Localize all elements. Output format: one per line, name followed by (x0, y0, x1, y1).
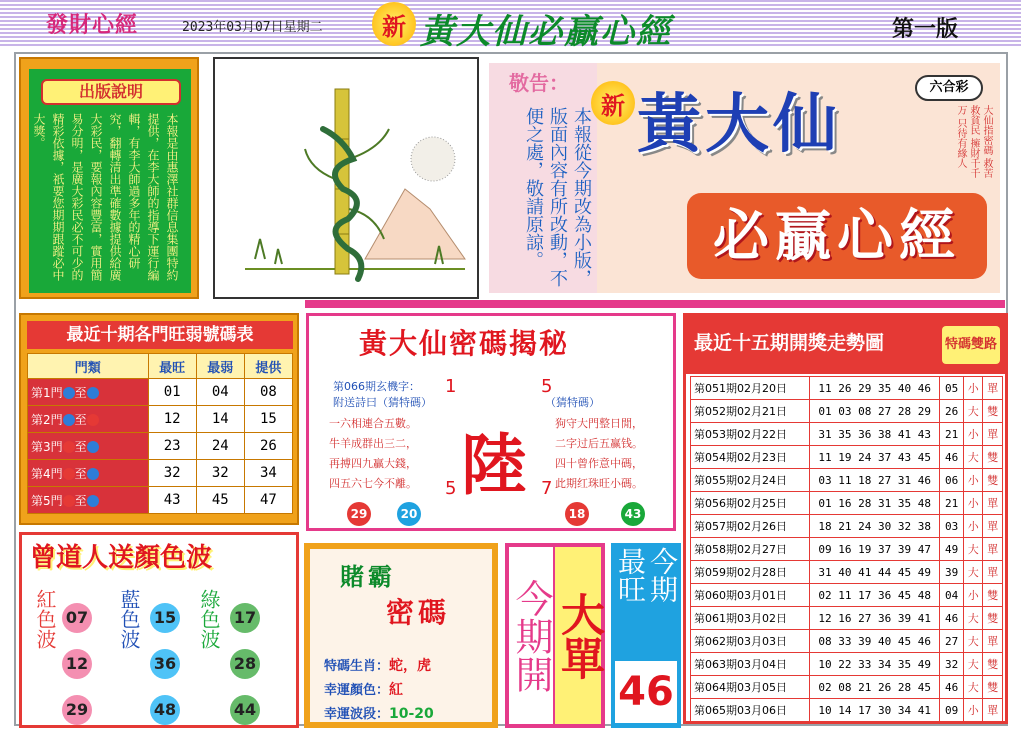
trend-row (691, 699, 1003, 722)
color-ball-icon (63, 414, 75, 426)
trend-cell-tm: 27 (940, 630, 964, 653)
best-label-a: 最旺 (614, 547, 647, 603)
trend-cell-label: 第052期02月21日 (691, 400, 810, 423)
table-header-row (28, 354, 293, 379)
trend-cell-tm: 21 (940, 492, 964, 515)
today-open-value: 大單 (555, 547, 601, 724)
best-cell: 23 (148, 433, 196, 460)
number-ball: 28 (230, 649, 260, 679)
trend-cell-oe: 雙 (983, 446, 1003, 469)
trend-cell-bs: 大 (963, 630, 983, 653)
best-cell: 43 (148, 487, 196, 514)
right-heading: （猜特碼） (545, 396, 600, 409)
bet-title-2: 密碼 (386, 596, 451, 629)
trend-cell-label: 第063期03月04日 (691, 653, 810, 676)
trend-cell-bs: 小 (963, 515, 983, 538)
banner-title-line2-box (687, 193, 987, 279)
bet-title-1: 賭霸 (340, 562, 396, 591)
edition-label: 第一版 (892, 16, 959, 42)
number-ball: 07 (62, 603, 92, 633)
trend-cell-oe: 單 (983, 561, 1003, 584)
top10-table (27, 353, 293, 514)
new-badge: 新 (372, 2, 416, 46)
trend-row (691, 538, 1003, 561)
trend-cell-nums: 02 08 21 26 28 45 (810, 676, 940, 699)
best-label-b: 今期 (646, 547, 679, 603)
trend-cell-tm: 46 (940, 676, 964, 699)
col-header: 提供 (244, 354, 292, 379)
trend-table (690, 376, 1003, 722)
best-number-panel (611, 543, 681, 728)
hint-digit: 5 (445, 478, 457, 499)
trend-cell-nums: 01 16 28 31 35 48 (810, 492, 940, 515)
banner-panel (485, 57, 1004, 297)
trend-row (691, 446, 1003, 469)
color-ball-icon (87, 414, 99, 426)
top10-panel (19, 313, 299, 525)
provide-cell: 34 (244, 460, 292, 487)
intro-inner (29, 69, 191, 293)
trend-cell-tm: 46 (940, 446, 964, 469)
trend-cell-label: 第060期03月01日 (691, 584, 810, 607)
col-header: 門類 (28, 354, 149, 379)
color-wave-panel (19, 532, 299, 728)
table-row (28, 460, 293, 487)
worst-cell: 32 (196, 460, 244, 487)
best-cell: 01 (148, 379, 196, 406)
trend-row (691, 607, 1003, 630)
trend-cell-nums: 02 11 17 36 45 48 (810, 584, 940, 607)
trend-cell-nums: 08 33 39 40 45 46 (810, 630, 940, 653)
trend-cell-nums: 03 11 18 27 31 46 (810, 469, 940, 492)
trend-cell-bs: 小 (963, 492, 983, 515)
banner-side-text: 大仙指密碼 救苦救貧民 擁財千千万 只待有緣人 (955, 105, 992, 179)
worst-cell: 14 (196, 406, 244, 433)
trend-cell-oe: 雙 (983, 653, 1003, 676)
trend-cell-tm: 09 (940, 699, 964, 722)
banner-title-line1: 黃大仙 (637, 87, 841, 162)
trend-cell-nums: 10 22 33 34 35 49 (810, 653, 940, 676)
trend-cell-bs: 大 (963, 653, 983, 676)
trend-row (691, 492, 1003, 515)
trend-cell-oe: 單 (983, 515, 1003, 538)
trend-cell-label: 第054期02月23日 (691, 446, 810, 469)
trend-cell-tm: 03 (940, 515, 964, 538)
trend-tag: 特碼雙路 (942, 326, 1000, 364)
trend-cell-bs: 小 (963, 469, 983, 492)
trend-cell-nums: 11 19 24 37 43 45 (810, 446, 940, 469)
trend-cell-nums: 09 16 19 37 39 47 (810, 538, 940, 561)
provide-cell: 26 (244, 433, 292, 460)
trend-cell-tm: 39 (940, 561, 964, 584)
table-row (28, 487, 293, 514)
number-ball: 29 (347, 502, 371, 526)
banner-main (597, 63, 1000, 293)
color-ball-icon (87, 441, 99, 453)
bet-row: 幸運顏色：紅 (324, 682, 404, 698)
number-ball: 18 (565, 502, 589, 526)
door-cell: 第2門 至 (28, 406, 149, 433)
color-ball-icon (87, 468, 99, 480)
today-open-label: 今期開 (509, 547, 553, 724)
intro-title: 出版說明 (41, 79, 181, 105)
trend-cell-tm: 49 (940, 538, 964, 561)
banner-title-line2: 必贏心經 (713, 203, 961, 269)
trend-cell-label: 第062期03月03日 (691, 630, 810, 653)
number-ball: 12 (62, 649, 92, 679)
trend-cell-label: 第064期03月05日 (691, 676, 810, 699)
worst-cell: 04 (196, 379, 244, 406)
trend-cell-oe: 雙 (983, 469, 1003, 492)
trend-cell-bs: 大 (963, 538, 983, 561)
trend-cell-bs: 大 (963, 561, 983, 584)
trend-cell-label: 第056期02月25日 (691, 492, 810, 515)
color-ball-icon (63, 468, 75, 480)
code-panel (306, 313, 676, 531)
bet-code-panel (304, 543, 498, 728)
intro-panel (19, 57, 199, 299)
trend-cell-tm: 04 (940, 584, 964, 607)
banner-new-badge: 新 (591, 81, 635, 125)
bet-code-inner (310, 549, 492, 722)
worst-cell: 45 (196, 487, 244, 514)
hint-digit: 1 (445, 376, 457, 397)
trend-row (691, 377, 1003, 400)
trend-row (691, 423, 1003, 446)
divider-bar (305, 300, 1005, 308)
trend-row (691, 676, 1003, 699)
hint-digit: 7 (541, 478, 553, 499)
trend-header (686, 316, 1005, 374)
number-ball: 15 (150, 603, 180, 633)
trend-cell-label: 第061期03月02日 (691, 607, 810, 630)
trend-cell-oe: 雙 (983, 607, 1003, 630)
door-cell: 第5門 至 (28, 487, 149, 514)
masthead-left-title: 發財心經 (46, 12, 139, 38)
trend-row (691, 515, 1003, 538)
provide-cell: 15 (244, 406, 292, 433)
bet-row: 幸運波段：10-20 (324, 706, 434, 722)
wave-label-blue: 藍色波 (117, 589, 141, 649)
trend-cell-oe: 單 (983, 630, 1003, 653)
door-cell: 第3門 至 (28, 433, 149, 460)
left-heading: 附送詩曰（猜特碼） (333, 396, 432, 409)
hint-digit: 5 (541, 376, 553, 397)
door-cell: 第4門 至 (28, 460, 149, 487)
bet-row: 特碼生肖：蛇，虎 (324, 658, 432, 674)
color-ball-icon (63, 387, 75, 399)
color-ball-icon (87, 495, 99, 507)
wave-title: 曾道人送顏色波 (30, 543, 213, 573)
trend-cell-label: 第055期02月24日 (691, 469, 810, 492)
trend-cell-oe: 單 (983, 538, 1003, 561)
number-ball: 43 (621, 502, 645, 526)
trend-cell-label: 第065期03月06日 (691, 699, 810, 722)
table-row (28, 379, 293, 406)
trend-cell-bs: 大 (963, 607, 983, 630)
trend-cell-bs: 大 (963, 400, 983, 423)
trend-cell-bs: 小 (963, 377, 983, 400)
col-header: 最旺 (148, 354, 196, 379)
wave-label-green: 綠色波 (197, 589, 221, 649)
trend-cell-bs: 大 (963, 446, 983, 469)
trend-row (691, 400, 1003, 423)
intro-text: 本報是由惠澤社群信息集團特約提供，在李大師的指導下運行編輯，有李大師過多年的精心研究，翻轉清出準確數據提供給廣大彩民，要報內容豐富，實用簡易分明，是廣大彩民必不可少的精彩依據，祇要您期期跟蹤必中大獎。 (32, 113, 179, 281)
best-cell: 12 (148, 406, 196, 433)
left-poem: 一六相連合五數。 牛羊成群出三二， 再搏四九贏大錢， 四五六七今不離。 (329, 417, 417, 490)
trend-row (691, 561, 1003, 584)
trend-cell-tm: 05 (940, 377, 964, 400)
trend-cell-tm: 46 (940, 607, 964, 630)
trend-cell-tm: 26 (940, 400, 964, 423)
bamboo-snake-illustration (215, 59, 477, 297)
mystery-character: 陸 (461, 426, 527, 504)
trend-row (691, 584, 1003, 607)
trend-cell-bs: 小 (963, 584, 983, 607)
trend-cell-tm: 32 (940, 653, 964, 676)
table-row (28, 406, 293, 433)
worst-cell: 24 (196, 433, 244, 460)
best-number: 46 (615, 661, 677, 723)
trend-cell-bs: 小 (963, 699, 983, 722)
number-ball: 36 (150, 649, 180, 679)
notice-title: 敬告： (509, 71, 569, 95)
trend-cell-tm: 21 (940, 423, 964, 446)
provide-cell: 47 (244, 487, 292, 514)
wave-label-red: 紅色波 (33, 589, 57, 649)
code-title: 黃大仙密碼揭秘 (359, 327, 570, 360)
trend-cell-oe: 雙 (983, 400, 1003, 423)
trend-row (691, 630, 1003, 653)
trend-cell-label: 第057期02月26日 (691, 515, 810, 538)
trend-cell-bs: 小 (963, 423, 983, 446)
illustration-panel (213, 57, 479, 299)
trend-cell-oe: 單 (983, 377, 1003, 400)
color-ball-icon (87, 387, 99, 399)
number-ball: 29 (62, 695, 92, 725)
number-ball: 48 (150, 695, 180, 725)
trend-cell-label: 第053期02月22日 (691, 423, 810, 446)
today-open-panel (505, 543, 605, 728)
trend-cell-oe: 雙 (983, 584, 1003, 607)
issue-label: 第066期玄機字： (333, 380, 420, 393)
trend-cell-label: 第058期02月27日 (691, 538, 810, 561)
col-header: 最弱 (196, 354, 244, 379)
issue-date: 2023年03月07日星期二 (182, 20, 323, 35)
number-ball: 20 (397, 502, 421, 526)
trend-cell-label: 第051期02月20日 (691, 377, 810, 400)
trend-cell-nums: 31 40 41 44 45 49 (810, 561, 940, 584)
notice-text: 本報從今期改為小版，版面內容有所改動，不便之處，敬請原諒。 (523, 107, 592, 287)
trend-panel (683, 313, 1008, 724)
trend-cell-bs: 大 (963, 676, 983, 699)
right-poem: 狗守大門整日閒， 二字过后五赢钱。 四十曾作意中碼， 此期红珠旺小碼。 (555, 417, 643, 490)
trend-cell-nums: 01 03 08 27 28 29 (810, 400, 940, 423)
provide-cell: 08 (244, 379, 292, 406)
trend-cell-oe: 單 (983, 492, 1003, 515)
color-ball-icon (63, 441, 75, 453)
trend-cell-tm: 06 (940, 469, 964, 492)
door-cell: 第1門 至 (28, 379, 149, 406)
trend-cell-nums: 11 26 29 35 40 46 (810, 377, 940, 400)
trend-cell-oe: 單 (983, 699, 1003, 722)
trend-cell-label: 第059期02月28日 (691, 561, 810, 584)
page-title: 黃大仙必贏心經 (420, 12, 672, 52)
trend-title: 最近十五期開獎走勢圖 (694, 332, 885, 354)
trend-cell-nums: 10 14 17 30 34 41 (810, 699, 940, 722)
trend-cell-nums: 12 16 27 36 39 41 (810, 607, 940, 630)
trend-cell-oe: 單 (983, 423, 1003, 446)
best-cell: 32 (148, 460, 196, 487)
trend-row (691, 469, 1003, 492)
trend-cell-nums: 31 35 36 38 41 43 (810, 423, 940, 446)
trend-cell-oe: 雙 (983, 676, 1003, 699)
number-ball: 44 (230, 695, 260, 725)
lottery-tag: 六合彩 (915, 75, 983, 101)
top10-title: 最近十期各門旺弱號碼表 (27, 321, 293, 349)
color-ball-icon (63, 495, 75, 507)
table-row (28, 433, 293, 460)
number-ball: 17 (230, 603, 260, 633)
trend-cell-nums: 18 21 24 30 32 38 (810, 515, 940, 538)
notice-box (489, 63, 597, 293)
trend-row (691, 653, 1003, 676)
